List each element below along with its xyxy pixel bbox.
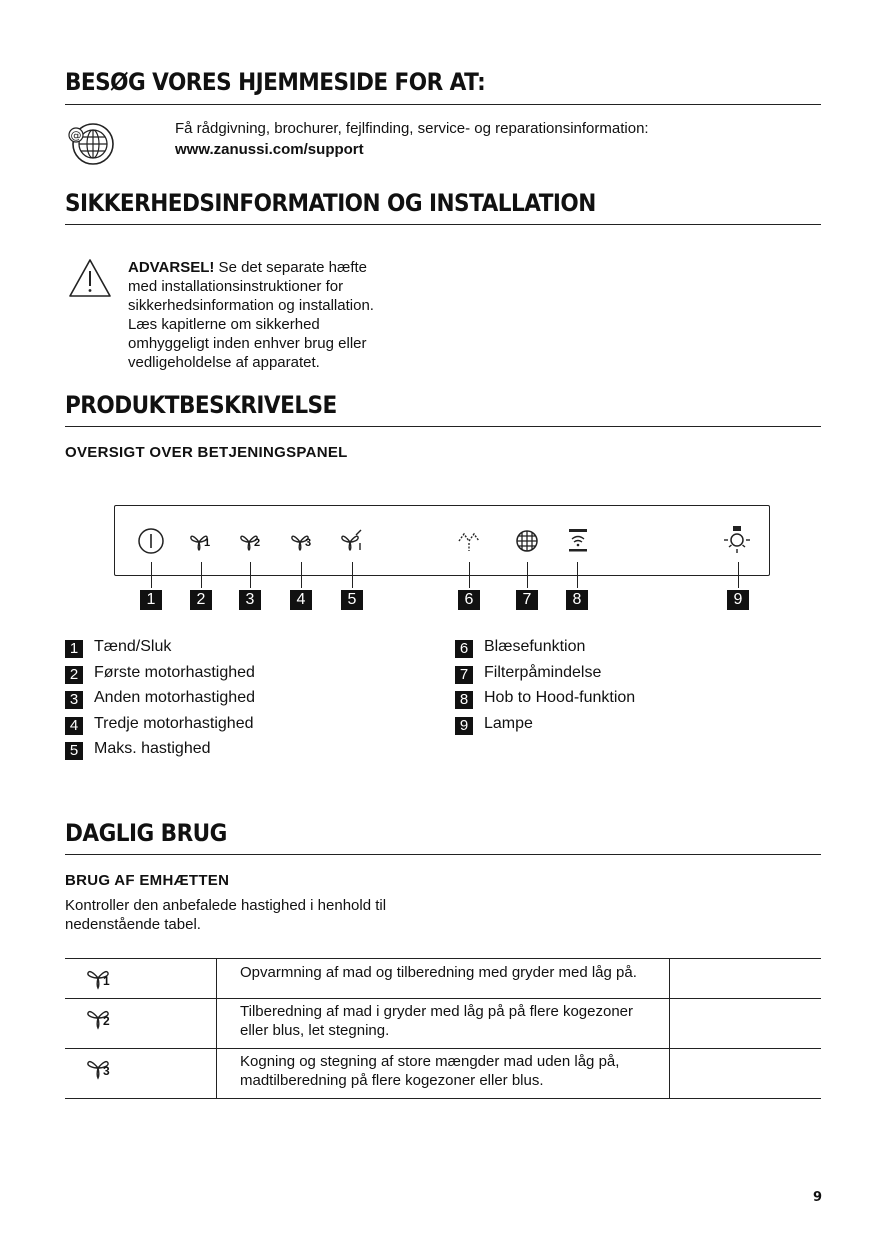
legend-label: Anden motorhastighed	[94, 689, 255, 706]
cell-line: Kogning og stegning af store mængder mad uden låg på,	[240, 1053, 620, 1070]
cell-line: madtilberedning på flere kogezoner eller blus.	[240, 1072, 544, 1089]
callout-line	[577, 562, 578, 588]
legend-number: 4	[65, 717, 83, 735]
heading-visit-website: BESØG VORES HJEMMESIDE FOR AT:	[65, 68, 486, 96]
lamp-icon	[722, 525, 752, 555]
fan-speed-2-icon	[87, 1006, 117, 1030]
callout-line	[201, 562, 202, 588]
legend-number: 1	[65, 640, 83, 658]
callout-line	[352, 562, 353, 588]
page-number: 9	[812, 1190, 822, 1205]
warning-line: Se det separate hæfte	[214, 259, 367, 276]
callout-number: 4	[290, 590, 312, 610]
legend-number: 5	[65, 742, 83, 760]
warning-line: med installationsinstruktioner for	[128, 278, 344, 295]
callout-line	[738, 562, 739, 588]
legend-label: Første motorhastighed	[94, 664, 255, 681]
warning-line: Læs kapitlerne om sikkerhed	[128, 316, 320, 333]
table-cell-description	[240, 1002, 670, 1040]
subheading-control-panel: OVERSIGT OVER BETJENINGSPANEL	[65, 444, 348, 461]
legend-number: 7	[455, 666, 473, 684]
cell-line: Opvarmning af mad og tilberedning med gryder med låg på.	[240, 964, 637, 981]
table-border	[65, 998, 821, 999]
legend-number: 9	[455, 717, 473, 735]
visit-text: Få rådgivning, brochurer, fejlfinding, service- og reparationsinformation:	[175, 120, 649, 137]
legend-label: Hob to Hood-funktion	[484, 689, 636, 706]
callout-number: 1	[140, 590, 162, 610]
max-speed-icon	[340, 529, 366, 553]
table-cell-description	[240, 1052, 670, 1090]
divider	[65, 426, 821, 427]
legend-number: 6	[455, 640, 473, 658]
callout-number: 5	[341, 590, 363, 610]
support-link[interactable]: www.zanussi.com/support	[175, 141, 364, 158]
warning-line: vedligeholdelse af apparatet.	[128, 354, 320, 371]
warning-line: omhyggeligt inden enhver brug eller	[128, 335, 367, 352]
filter-icon	[515, 529, 539, 553]
divider	[65, 104, 821, 105]
callout-number: 7	[516, 590, 538, 610]
cell-line: Tilberedning af mad i gryder med låg på på flere kogezoner	[240, 1003, 634, 1020]
legend-number: 2	[65, 666, 83, 684]
divider	[65, 854, 821, 855]
callout-number: 3	[239, 590, 261, 610]
fan-speed-1-icon	[87, 966, 117, 990]
table-cell-description	[240, 963, 670, 982]
heading-daily-use: DAGLIG BRUG	[65, 819, 227, 847]
callout-number: 2	[190, 590, 212, 610]
callout-line	[250, 562, 251, 588]
globe-at-icon	[66, 120, 116, 168]
warning-line: sikkerhedsinformation og installation.	[128, 297, 374, 314]
heading-product: PRODUKTBESKRIVELSE	[65, 391, 337, 419]
legend-label: Lampe	[484, 715, 533, 732]
legend-label: Tredje motorhastighed	[94, 715, 254, 732]
legend-number: 3	[65, 691, 83, 709]
warning-triangle-icon	[68, 258, 112, 298]
table-border	[65, 1098, 821, 1099]
speed-table	[65, 958, 821, 1099]
divider	[65, 224, 821, 225]
callout-number: 8	[566, 590, 588, 610]
callout-line	[527, 562, 528, 588]
table-border	[216, 958, 217, 1099]
intro-line: Kontroller den anbefalede hastighed i henhold til	[65, 897, 387, 914]
daily-intro	[65, 896, 465, 934]
table-border	[65, 1048, 821, 1049]
fan-speed-2-icon	[239, 531, 267, 553]
fan-speed-digit: 3	[103, 1064, 110, 1078]
legend-number: 8	[455, 691, 473, 709]
cell-line: eller blus, let stegning.	[240, 1022, 390, 1039]
fan-speed-3-icon	[87, 1056, 117, 1080]
fan-speed-3-icon	[290, 531, 318, 553]
callout-number: 6	[458, 590, 480, 610]
legend-label: Tænd/Sluk	[94, 638, 172, 655]
boost-fan-icon	[456, 529, 482, 553]
power-icon	[137, 527, 165, 555]
warning-text	[128, 258, 428, 372]
hob-to-hood-icon	[566, 527, 590, 553]
intro-line: nedenstående tabel.	[65, 916, 201, 933]
heading-safety: SIKKERHEDSINFORMATION OG INSTALLATION	[65, 189, 596, 217]
table-border	[65, 958, 821, 959]
fan-speed-1-icon	[189, 531, 217, 553]
fan-speed-digit: 2	[103, 1014, 110, 1028]
callout-number: 9	[727, 590, 749, 610]
fan-speed-digit: 2	[254, 537, 261, 549]
callout-line	[301, 562, 302, 588]
fan-speed-digit: 3	[305, 537, 312, 549]
callout-line	[151, 562, 152, 588]
callout-line	[469, 562, 470, 588]
legend-label: Maks. hastighed	[94, 740, 211, 757]
fan-speed-digit: 1	[204, 537, 211, 549]
fan-speed-digit: 1	[103, 974, 110, 988]
svg-text:@: @	[70, 129, 82, 142]
legend-label: Filterpåmindelse	[484, 664, 602, 681]
warning-label: ADVARSEL!	[128, 259, 215, 276]
subheading-hood-use: BRUG AF EMHÆTTEN	[65, 872, 230, 889]
legend-label: Blæsefunktion	[484, 638, 586, 655]
